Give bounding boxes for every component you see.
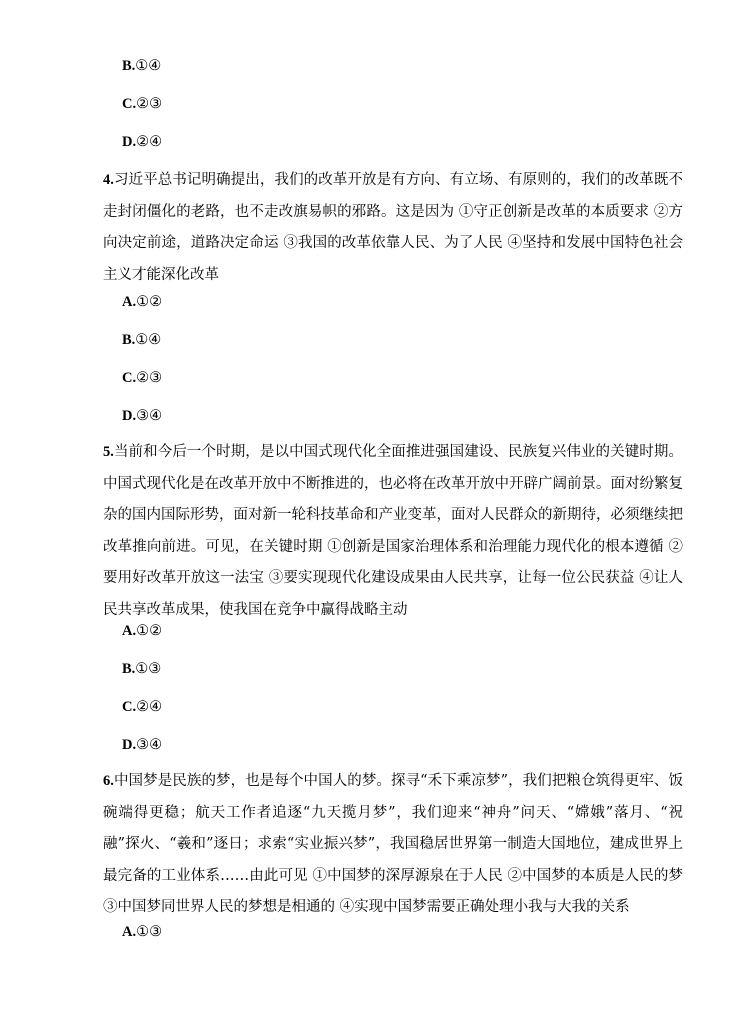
option-text: ③④: [136, 408, 163, 424]
option-text: ①③: [135, 661, 162, 677]
option-text: ②④: [136, 134, 163, 150]
q3-option-c[interactable]: [122, 94, 162, 114]
option-letter: C.: [122, 370, 137, 386]
q3-option-b[interactable]: [122, 56, 161, 76]
option-letter: A.: [122, 623, 137, 639]
q4-option-c[interactable]: [122, 368, 162, 388]
option-letter: D.: [122, 737, 137, 753]
q5-option-b[interactable]: [122, 659, 161, 679]
option-letter: B.: [122, 58, 136, 74]
q4-option-d[interactable]: [122, 406, 162, 426]
question-text: 中国梦是民族的梦，也是每个中国人的梦。探寻“禾下乘凉梦”，我们把粮仓筑得更牢、饭碗端得更稳；航天工作者追逐“九天揽月梦”，我们迎来“神舟”问天、“嫦娥”落月、“祝融”探火、“羲和”逐日；求索“实业振兴梦”，我国稳居世界第一制造大国地位，建成世界上最完备的工业体系……由此可见 ①中国梦的深厚源泉在于人民 ②中国梦的本质是人民的梦 ③中国梦同世界人民的梦想是相通的 ④实现中国梦需要正确处理小我与大我的关系: [103, 773, 683, 915]
q5-option-a[interactable]: [122, 621, 162, 641]
question-text: 当前和今后一个时期，是以中国式现代化全面推进强国建设、民族复兴伟业的关键时期。中国式现代化是在改革开放中不断推进的，也必将在改革开放中开辟广阔前景。面对纷繁复杂的国内国际形势，面对新一轮科技革命和产业变革，面对人民群众的新期待，必须继续把改革推向前进。可见，在关键时期 ①创新是国家治理体系和治理能力现代化的根本遵循 ②要用好改革开放这一法宝 ③要实现现代化建设成果由人民共享，让每一位公民获益 ④让人民共享改革成果，使我国在竞争中赢得战略主动: [103, 444, 683, 618]
q4-option-b[interactable]: [122, 330, 161, 350]
option-text: ①②: [136, 623, 163, 639]
option-letter: D.: [122, 134, 137, 150]
option-letter: A.: [122, 924, 137, 940]
q5-option-d[interactable]: [122, 735, 162, 755]
q5-option-c[interactable]: [122, 697, 162, 717]
option-letter: C.: [122, 699, 137, 715]
option-text: ②③: [136, 370, 163, 386]
option-letter: C.: [122, 96, 137, 112]
option-text: ①②: [136, 294, 163, 310]
question-4: [103, 165, 683, 291]
option-text: ②③: [136, 96, 163, 112]
q3-option-d[interactable]: [122, 132, 162, 152]
option-letter: B.: [122, 332, 136, 348]
question-number: 6.: [103, 773, 114, 789]
option-text: ①④: [135, 332, 162, 348]
option-letter: B.: [122, 661, 136, 677]
option-letter: D.: [122, 408, 137, 424]
option-text: ②④: [136, 699, 163, 715]
question-text: 习近平总书记明确提出，我们的改革开放是有方向、有立场、有原则的，我们的改革既不走封闭僵化的老路，也不走改旗易帜的邪路。这是因为 ①守正创新是改革的本质要求 ②方向决定前途，道路决定命运 ③我国的改革依靠人民、为了人民 ④坚持和发展中国特色社会主义才能深化改革: [103, 172, 683, 283]
q4-option-a[interactable]: [122, 292, 162, 312]
option-text: ①③: [136, 924, 163, 940]
q6-option-a[interactable]: [122, 922, 162, 942]
option-letter: A.: [122, 294, 137, 310]
option-text: ①④: [135, 58, 162, 74]
question-number: 5.: [103, 444, 114, 460]
question-6: [103, 766, 683, 924]
option-text: ③④: [136, 737, 163, 753]
question-number: 4.: [103, 172, 114, 188]
question-5: [103, 437, 683, 626]
